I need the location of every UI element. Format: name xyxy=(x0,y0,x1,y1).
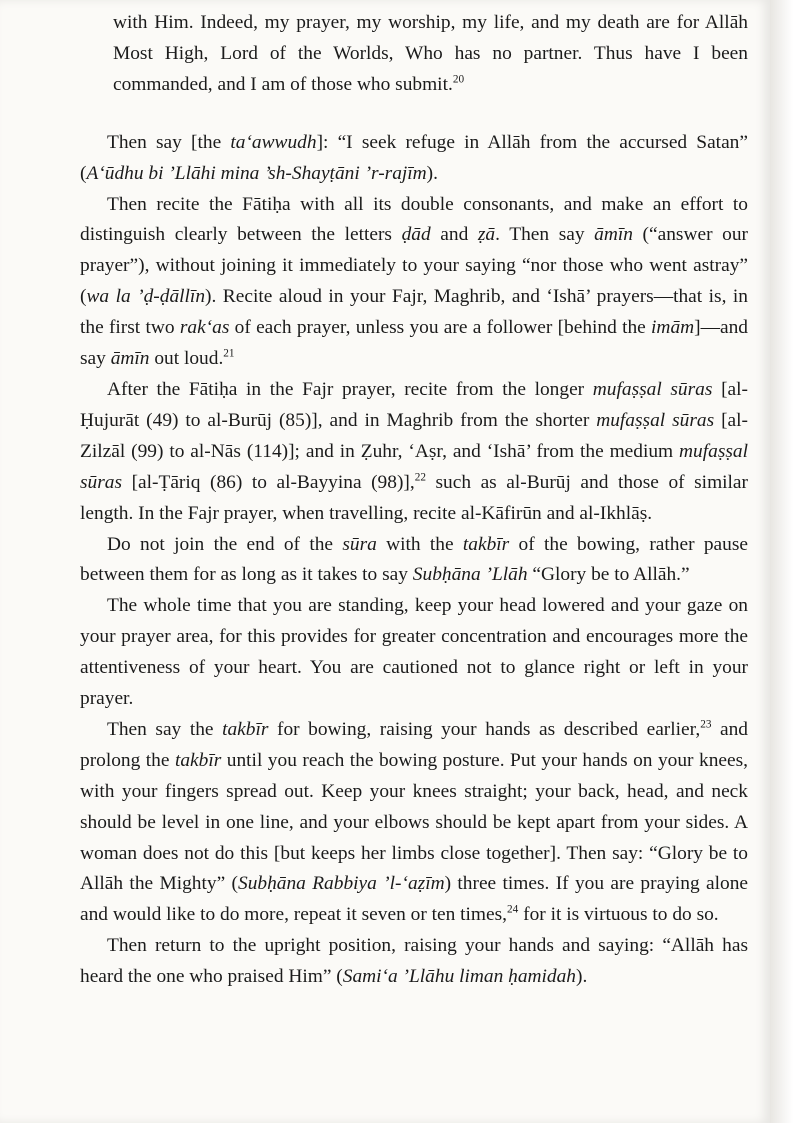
page-edge xyxy=(770,0,793,1123)
paragraph-taawwudh: Then say [the ta‘awwudh]: “I seek refuge in Allāh from the accursed Satan” (A‘ūdhu bi ’Llāhi mina ’sh-Shayṭāni ’r-rajīm). xyxy=(80,131,748,184)
paragraph-bowing: Then say the takbīr for bowing, raising your hands as described earlier,$^{23}$ and prolong the takbīr until you reach the bowing posture. Put your hands on your knees, with your fingers spread out. Keep your knees straight; your back, head, and neck should be level in one line, and your elbows should be kept apart from your sides. A woman does not do this [but keeps her limbs close together]. Then say: “Glory be to Allāh the Mighty” (Subḥāna Rabbiya ’l-‘aẓīm) three times. If you are praying alone and would like to do more, repeat it seven or ten times,$^{24}$ for it is virtuous to do so. xyxy=(80,718,749,926)
paragraph-standing: The whole time that you are standing, keep your head lowered and your gaze on your prayer area, for this provides for greater concentration and encourages more the attentiveness of your heart. You are cautioned not to glance right or left in your prayer. xyxy=(80,595,748,710)
paragraph-fatiha: Then recite the Fātiḥa with all its double consonants, and make an effort to distinguish clearly between the letters ḍād and ẓā. Then say āmīn (“answer our prayer”), without joining it immediately to your saying “nor those who went astray” (wa la ’ḍ-ḍāllīn). Recite aloud in your Fajr, Maghrib, and ‘Ishā’ prayers—that is, in the first two rak‘as of each prayer, unless you are a follower [behind the imām]—and say āmīn out loud.$^{21}$ xyxy=(80,193,749,370)
paragraph-pause: Do not join the end of the sūra with the takbīr of the bowing, rather pause between them for as long as it takes to say Subḥāna ’Llāh “Glory be to Allāh.” xyxy=(80,533,748,586)
page-body-text xyxy=(80,8,748,993)
paragraph-upright: Then return to the upright position, raising your hands and saying: “Allāh has heard the one who praised Him” (Sami‘a ’Llāhu liman ḥamidah). xyxy=(80,935,748,988)
paragraph-suras: After the Fātiḥa in the Fajr prayer, recite from the longer mufaṣṣal sūras [al-Ḥujurāt (49) to al-Burūj (85)], and in Maghrib from the shorter mufaṣṣal sūras [al-Zilzāl (99) to al-Nās (114)]; and in Ẓuhr, ‘Aṣr, and ‘Ishā’ from the medium mufaṣṣal sūras [al-Ṭāriq (86) to al-Bayyina (98)],$^{22}$ such as al-Burūj and those of similar length. In the Fajr prayer, when travelling, recite al-Kāfirūn and al-Ikhlāṣ. xyxy=(80,378,748,524)
paragraph-continuation: with Him. Indeed, my prayer, my worship, my life, and my death are for Allāh Most High, Lord of the Worlds, Who has no partner. Thus have I been commanded, and I am of those who submit.$^{20}$ xyxy=(113,12,748,95)
